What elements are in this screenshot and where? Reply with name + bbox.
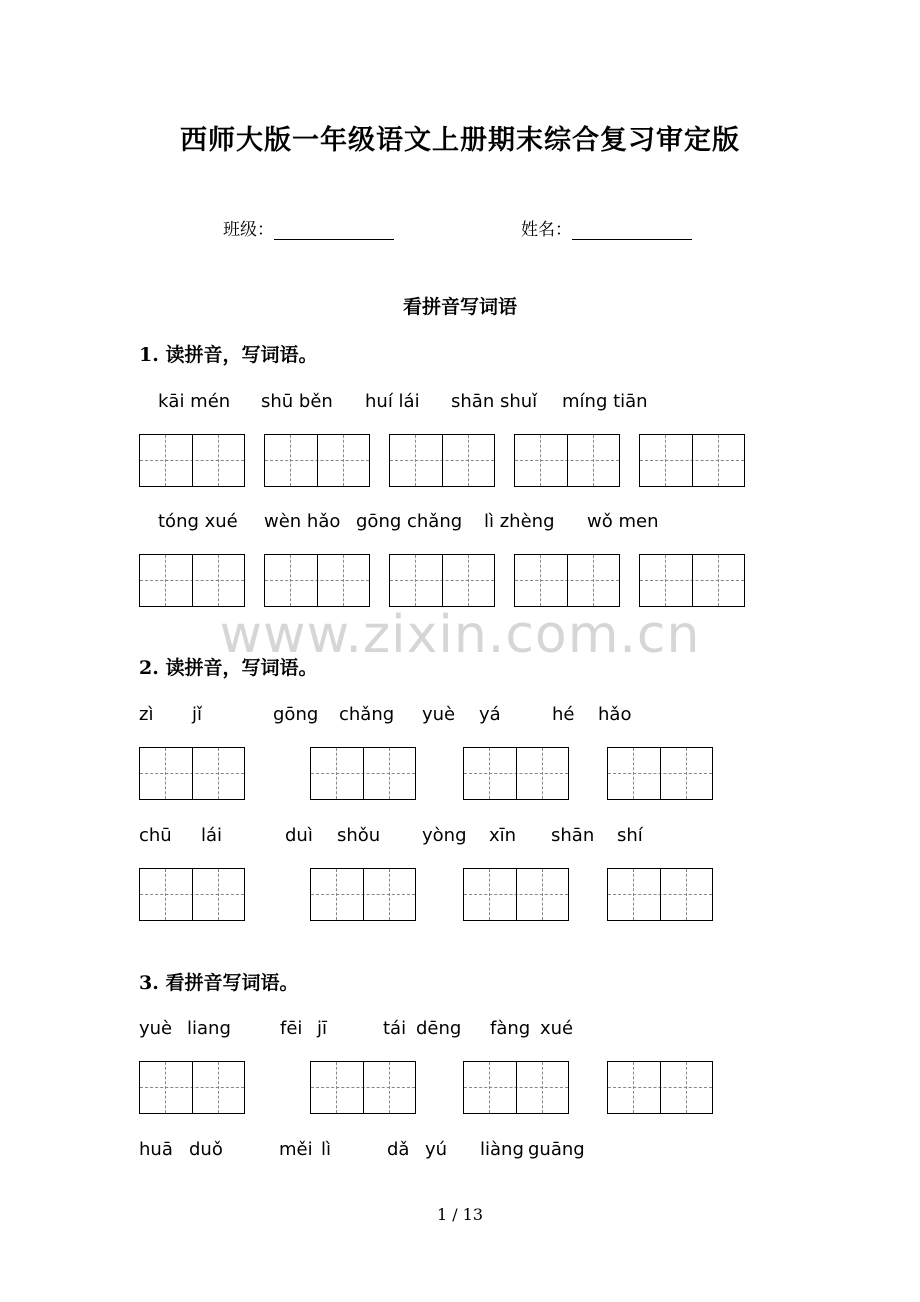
pinyin: duǒ [189, 1139, 223, 1160]
writing-grid[interactable] [639, 434, 745, 487]
writing-grid[interactable] [463, 1061, 569, 1114]
writing-grid[interactable] [463, 747, 569, 800]
pinyin: měi [279, 1139, 313, 1160]
class-blank [274, 221, 394, 240]
pinyin: huā [139, 1139, 173, 1160]
question-1-label: 1. 读拼音，写词语。 [139, 344, 318, 366]
pinyin: zì [139, 704, 154, 725]
pinyin: dǎ [387, 1139, 410, 1160]
pinyin: wǒ men [587, 511, 659, 532]
writing-grid[interactable] [139, 747, 245, 800]
writing-grid[interactable] [264, 554, 370, 607]
pinyin: huí lái [365, 391, 420, 412]
class-field [223, 215, 394, 240]
writing-grid[interactable] [607, 868, 713, 921]
name-blank [572, 221, 692, 240]
pinyin: xué [540, 1018, 574, 1039]
writing-grid[interactable] [389, 554, 495, 607]
pinyin: wèn hǎo [264, 511, 341, 532]
writing-grid[interactable] [389, 434, 495, 487]
pinyin: dēng [416, 1018, 462, 1039]
pinyin: lì zhèng [484, 511, 555, 532]
pinyin: jǐ [192, 704, 203, 725]
writing-grid[interactable] [139, 868, 245, 921]
pinyin: lái [201, 825, 223, 846]
writing-grid[interactable] [639, 554, 745, 607]
writing-grid[interactable] [607, 1061, 713, 1114]
pinyin: shǒu [337, 825, 381, 846]
name-label: 姓名： [521, 220, 572, 240]
pinyin: gōng [273, 704, 319, 725]
writing-grid[interactable] [463, 868, 569, 921]
pinyin: gōng chǎng [356, 511, 463, 532]
question-3-label: 3. 看拼音写词语。 [139, 972, 299, 994]
writing-grid[interactable] [139, 554, 245, 607]
pinyin: shū běn [261, 391, 333, 412]
pinyin: yòng [422, 825, 467, 846]
pinyin: hǎo [598, 704, 632, 725]
pinyin: lì [321, 1139, 332, 1160]
pinyin: liàng [480, 1139, 524, 1160]
pinyin: fēi [280, 1018, 303, 1039]
pinyin: liang [187, 1018, 231, 1039]
pinyin: chǎng [339, 704, 395, 725]
pinyin: yuè [139, 1018, 173, 1039]
pinyin: yá [479, 704, 501, 725]
class-label: 班级： [223, 220, 274, 240]
pinyin: tái [383, 1018, 407, 1039]
watermark: www.zixin.com.cn [219, 605, 701, 665]
pinyin: yuè [422, 704, 456, 725]
writing-grid[interactable] [310, 747, 416, 800]
writing-grid[interactable] [139, 1061, 245, 1114]
pinyin: míng tiān [562, 391, 648, 412]
writing-grid[interactable] [310, 868, 416, 921]
pinyin: duì [285, 825, 313, 846]
pinyin: tóng xué [158, 511, 238, 532]
pinyin: shān [551, 825, 595, 846]
pinyin: jī [317, 1018, 328, 1039]
pinyin: guāng [528, 1139, 585, 1160]
writing-grid[interactable] [514, 554, 620, 607]
writing-grid[interactable] [139, 434, 245, 487]
writing-grid[interactable] [514, 434, 620, 487]
writing-grid[interactable] [310, 1061, 416, 1114]
pinyin: hé [552, 704, 575, 725]
pinyin: chū [139, 825, 172, 846]
name-field [521, 215, 692, 240]
document-title: 西师大版一年级语文上册期末综合复习审定版 [180, 125, 740, 156]
question-2-label: 2. 读拼音，写词语。 [139, 657, 318, 679]
pinyin: xīn [489, 825, 517, 846]
pinyin: shí [617, 825, 643, 846]
pinyin: shān shuǐ [451, 391, 538, 412]
pinyin: fàng [490, 1018, 531, 1039]
section-title: 看拼音写词语 [402, 296, 517, 318]
page-number: 1 / 13 [436, 1205, 484, 1224]
pinyin: kāi mén [158, 391, 231, 412]
writing-grid[interactable] [264, 434, 370, 487]
writing-grid[interactable] [607, 747, 713, 800]
pinyin: yú [425, 1139, 448, 1160]
